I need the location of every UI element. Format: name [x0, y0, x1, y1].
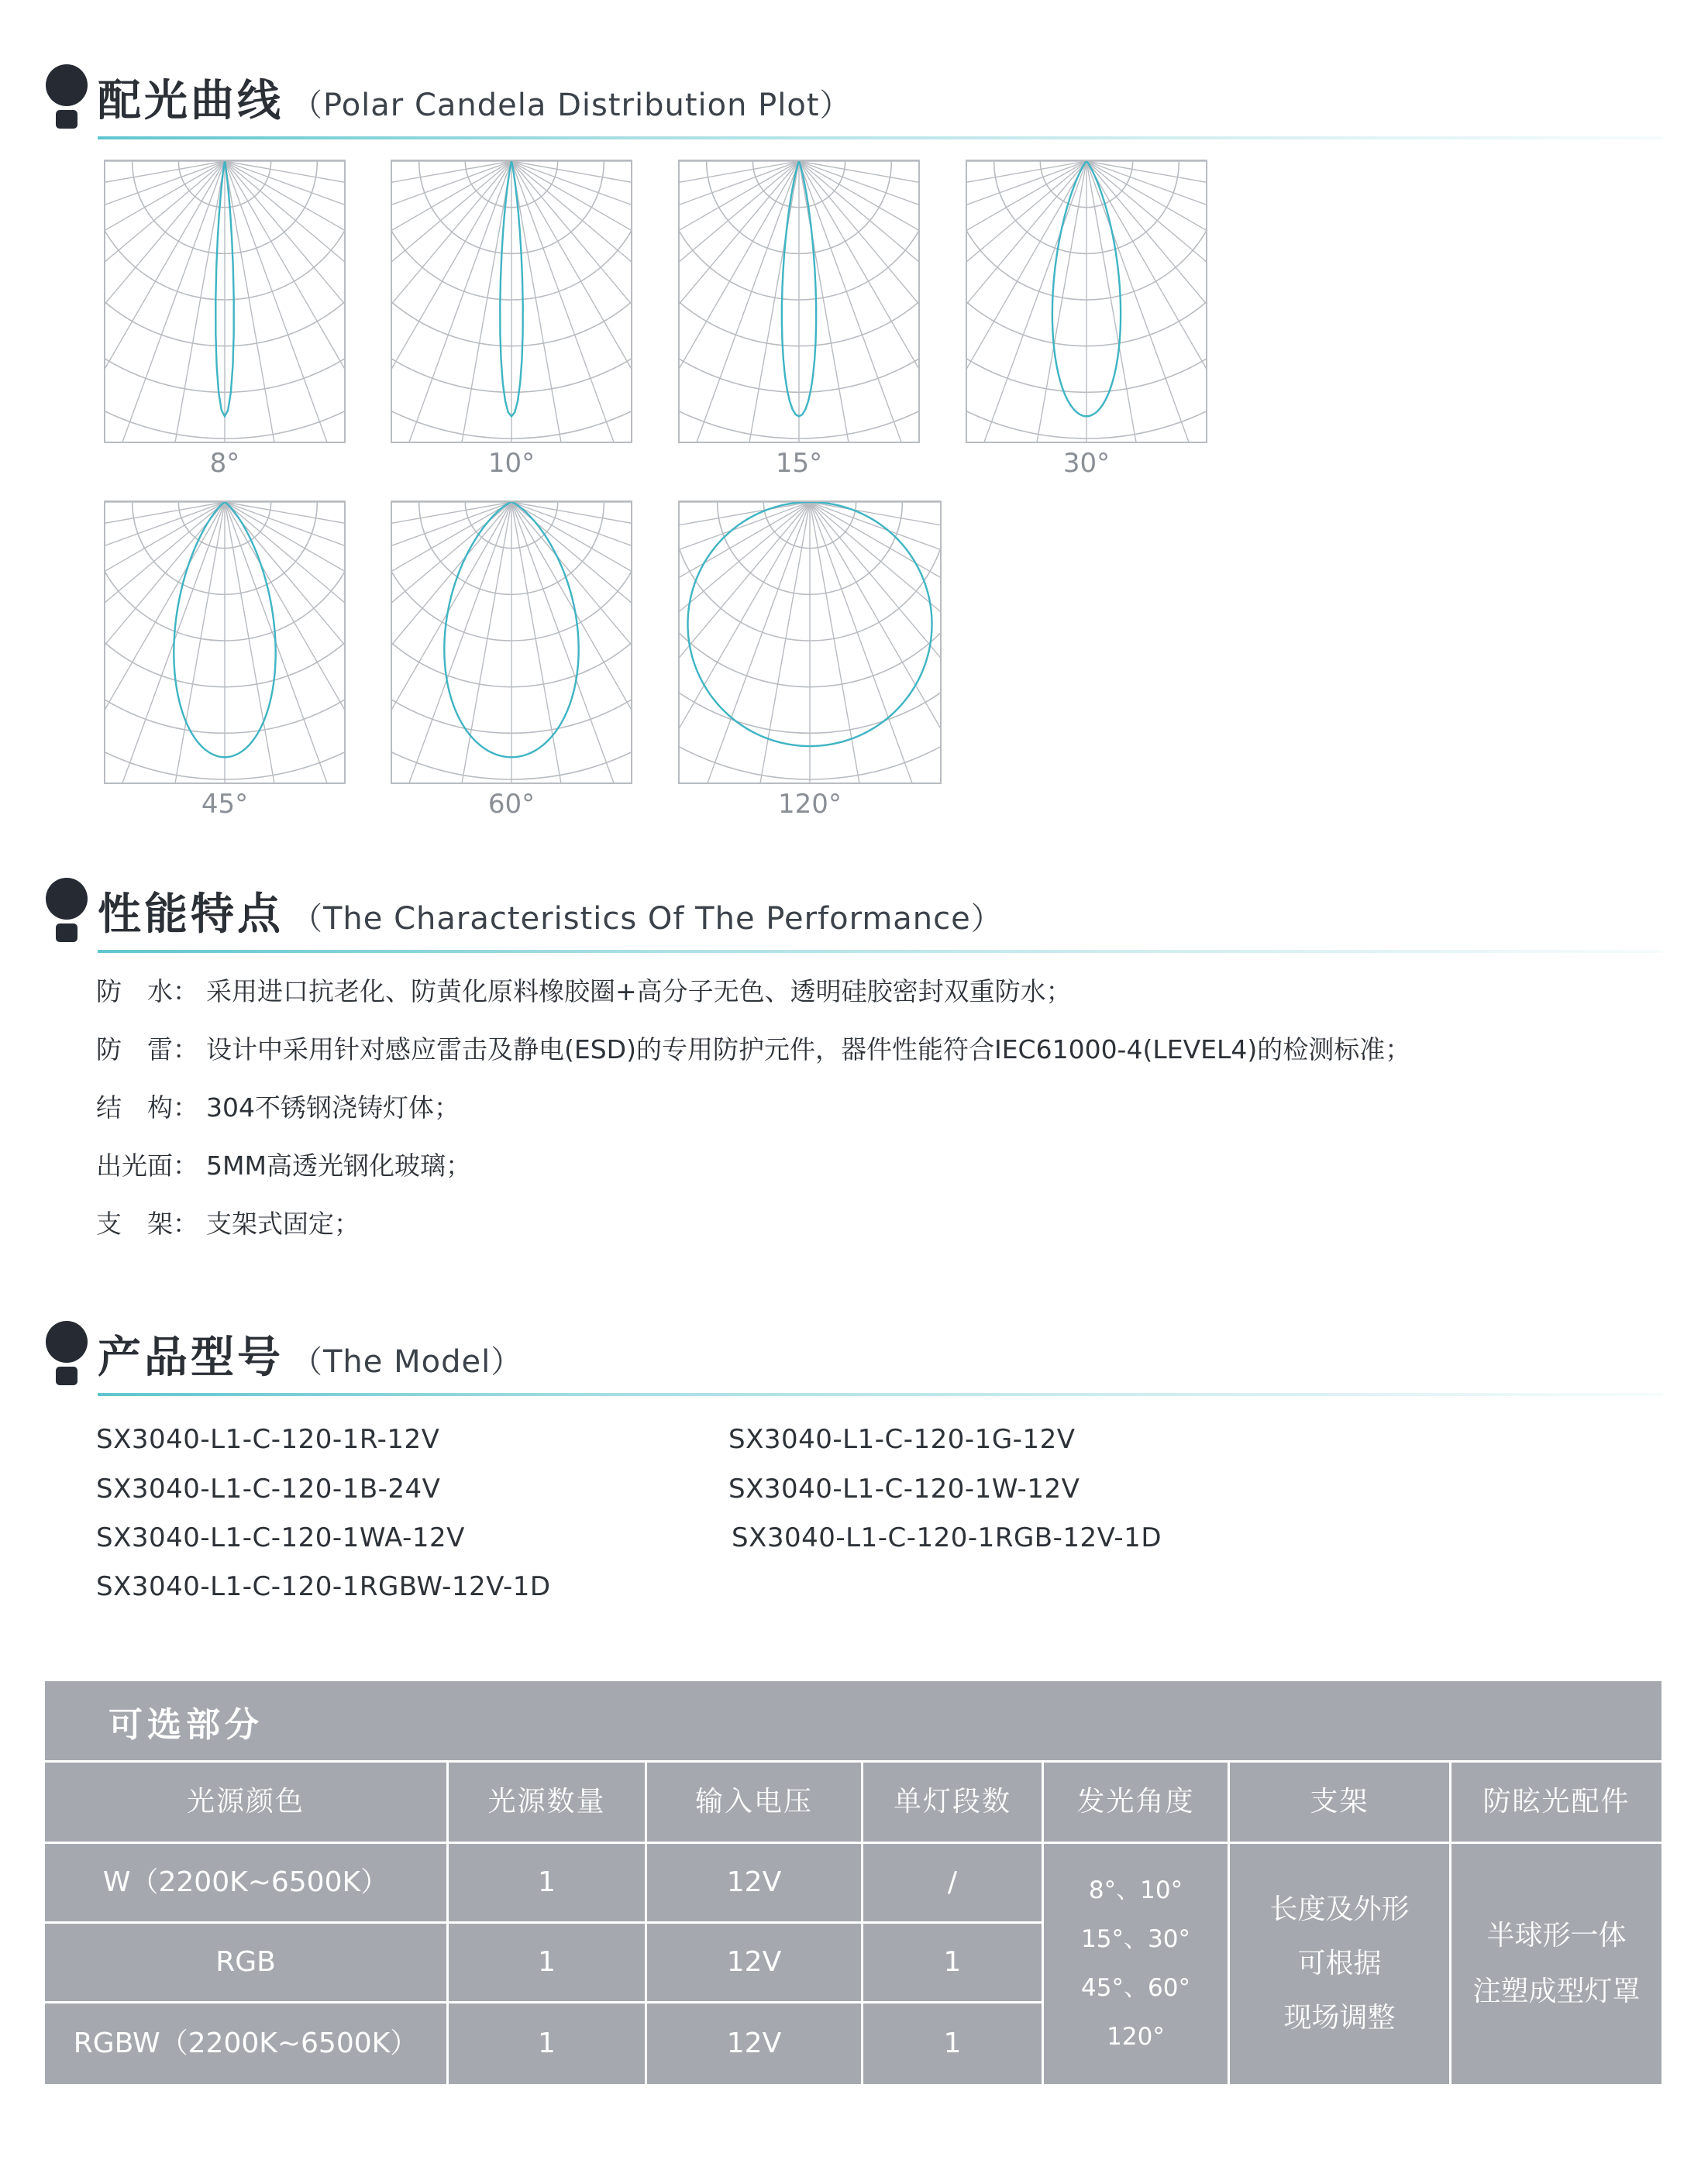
section-subtitle-model: （The Model）: [291, 1344, 523, 1380]
model-item: SX3040-L1-C-120-1B-24V: [96, 1474, 441, 1505]
polar-spoke: [104, 161, 225, 351]
table-header: 光源颜色: [186, 1785, 305, 1818]
polar-plot: [678, 160, 920, 497]
table-header: 发光角度: [1076, 1785, 1195, 1818]
polar-spoke: [799, 161, 920, 439]
table-cell-bracket: 长度及外形 可根据 现场调整: [1269, 1893, 1410, 2034]
polar-spoke: [391, 161, 511, 439]
polar-spoke: [391, 161, 511, 257]
polar-spoke: [104, 502, 225, 779]
polar-spoke: [799, 161, 920, 351]
polar-spoke: [225, 502, 346, 779]
polar-spoke: [391, 161, 511, 351]
polar-spoke: [1086, 161, 1207, 351]
model-item: SX3040-L1-C-120-1WA-12V: [96, 1522, 465, 1553]
polar-grid: [104, 500, 346, 784]
polar-spoke: [391, 502, 511, 779]
table-cell: 1: [538, 2027, 556, 2059]
polar-spoke: [1086, 161, 1207, 257]
polar-spoke: [511, 161, 632, 439]
table-cell: 12V: [726, 1866, 782, 1898]
table-cell-angles: 8°、10° 15°、30° 45°、60° 120°: [1081, 1876, 1190, 2051]
bulb-icon: [45, 62, 88, 132]
section-rule: [98, 950, 1663, 953]
polar-spoke: [104, 161, 225, 257]
beam-angle-label: 45°: [201, 789, 249, 820]
table-caption: 可选部分: [108, 1705, 263, 1745]
polar-spoke: [678, 161, 799, 257]
polar-spoke: [799, 161, 920, 257]
section-rule: [98, 136, 1663, 139]
polar-spoke: [104, 502, 225, 692]
table-cell: 1: [538, 1945, 556, 1978]
table-cell: W（2200K~6500K）: [102, 1866, 389, 1898]
polar-grid: [391, 160, 632, 443]
polar-spoke: [225, 161, 346, 351]
polar-spoke: [511, 502, 632, 779]
section-rule: [98, 1393, 1663, 1396]
table-cell: RGBW（2200K~6500K）: [73, 2027, 418, 2059]
polar-grid: [678, 160, 920, 443]
feature-bracket: 支 架： 支架式固定；: [96, 1209, 360, 1239]
polar-spoke: [678, 161, 799, 351]
table-header: 光源数量: [487, 1785, 606, 1818]
beam-angle-label: 60°: [487, 789, 535, 820]
polar-spoke: [225, 161, 346, 439]
model-item: SX3040-L1-C-120-1RGB-12V-1D: [732, 1522, 1162, 1553]
options-table: [45, 1681, 1662, 2084]
polar-spoke: [511, 161, 632, 351]
polar-spoke: [810, 502, 942, 692]
beam-angle-label: 15°: [775, 448, 823, 479]
table-header: 防眩光配件: [1482, 1785, 1631, 1818]
beam-angle-label: 120°: [778, 789, 842, 820]
polar-grid: [391, 500, 632, 784]
section-title-model: 产品型号 （The Model）: [98, 1333, 523, 1383]
polar-plot: [391, 160, 632, 497]
polar-grid: [966, 160, 1207, 443]
polar-plot: [104, 500, 346, 838]
feature-lens: 出光面： 5MM高透光钢化玻璃；: [96, 1150, 471, 1181]
table-header: 单灯段数: [893, 1785, 1011, 1818]
table-header: 输入电压: [694, 1785, 813, 1818]
polar-spoke: [678, 502, 810, 692]
table-cell: 1: [943, 1945, 962, 1978]
polar-spoke: [104, 502, 225, 598]
table-cell: 1: [943, 2027, 962, 2059]
table-header: 支架: [1310, 1785, 1369, 1818]
section-subtitle-photometric: （Polar Candela Distribution Plot）: [291, 88, 852, 123]
polar-grid: [678, 500, 942, 784]
section-performance: [45, 875, 1665, 961]
section-model: [45, 1319, 1665, 1404]
polar-spoke: [966, 161, 1086, 351]
beam-angle-label: 8°: [209, 448, 240, 479]
polar-grid: [104, 160, 346, 443]
section-title-performance: 性能特点 （The Characteristics Of The Performance）: [98, 889, 1003, 940]
polar-plot: [391, 500, 632, 838]
section-photometric: [45, 62, 1665, 147]
table-cell: 12V: [726, 1945, 782, 1978]
polar-spoke: [966, 161, 1086, 257]
table-cell: /: [947, 1866, 958, 1898]
polar-spoke: [225, 502, 346, 692]
polar-plot: [966, 160, 1207, 497]
polar-spoke: [225, 161, 346, 257]
beam-angle-label: 30°: [1062, 448, 1111, 479]
model-item: SX3040-L1-C-120-1R-12V: [96, 1424, 440, 1455]
table-cell: 1: [538, 1866, 556, 1898]
polar-spoke: [225, 502, 346, 598]
bulb-icon: [45, 1319, 88, 1388]
polar-spoke: [511, 161, 632, 257]
table-cell: RGB: [215, 1945, 276, 1978]
beam-angle-label: 10°: [487, 448, 535, 479]
polar-plot: [104, 160, 346, 497]
polar-spoke: [104, 161, 225, 439]
model-item: SX3040-L1-C-120-1RGBW-12V-1D: [96, 1571, 551, 1602]
table-cell-antiglare: 半球形一体 注塑成型灯罩: [1472, 1920, 1641, 2007]
model-item: SX3040-L1-C-120-1W-12V: [728, 1474, 1080, 1505]
section-title-photometric: 配光曲线 （Polar Candela Distribution Plot）: [98, 76, 852, 126]
model-item: SX3040-L1-C-120-1G-12V: [728, 1424, 1076, 1455]
table-cell: 12V: [726, 2027, 782, 2059]
section-subtitle-performance: （The Characteristics Of The Performance）: [291, 901, 1003, 937]
feature-lightning: 防 雷： 设计中采用针对感应雷击及静电(ESD)的专用防护元件，器件性能符合IEC61000-4(LEVEL4)的检测标准；: [96, 1034, 1411, 1064]
bulb-icon: [45, 875, 88, 945]
feature-waterproof: 防 水： 采用进口抗老化、防黄化原料橡胶圈+高分子无色、透明硅胶密封双重防水；: [96, 976, 1072, 1006]
polar-plot: [678, 500, 942, 838]
feature-structure: 结 构： 304不锈钢浇铸灯体；: [96, 1092, 460, 1123]
polar-spoke: [678, 161, 799, 439]
